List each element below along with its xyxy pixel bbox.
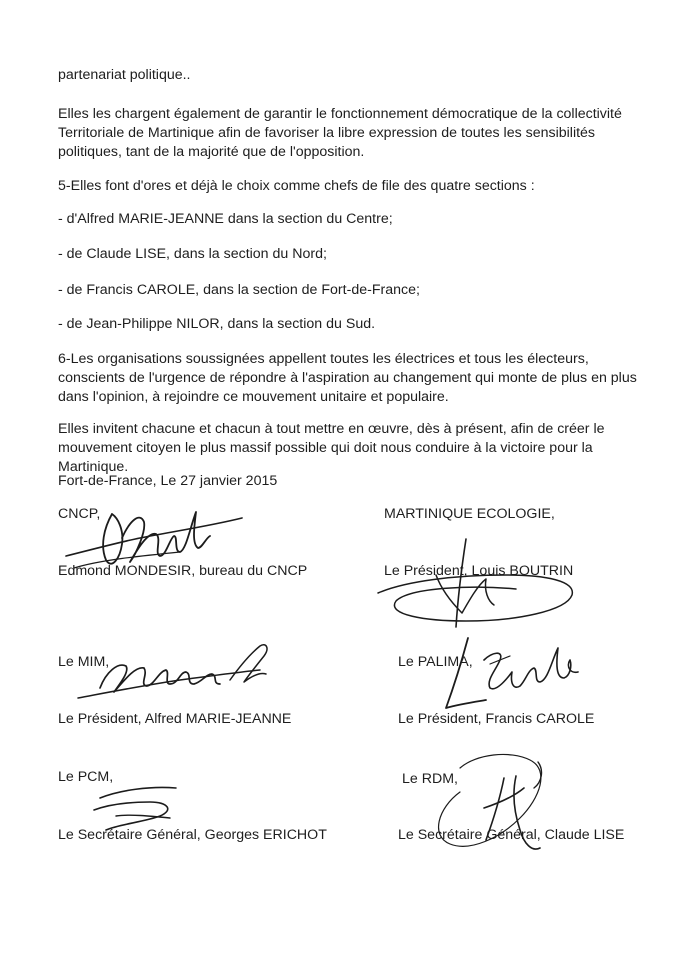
org-cncp: CNCP,	[58, 506, 101, 522]
signer-mim: Le Président, Alfred MARIE-JEANNE	[58, 711, 292, 727]
signer-cncp: Edmond MONDESIR, bureau du CNCP	[58, 563, 308, 579]
org-martinique-ecologie: MARTINIQUE ECOLOGIE,	[384, 506, 555, 522]
signer-palima: Le Président, Francis CAROLE	[398, 711, 595, 727]
section-item-nord: - de Claude LISE, dans la section du Nord;	[58, 246, 327, 262]
paragraph-6: 6-Les organisations soussignées appellent toutes les électrices et tous les électeurs, conscients de l'urgence de répondre à l'aspiration au changement qui monte de plus en plus dans l'opinion, à rejoindre ce mouvement unitaire et populaire.	[58, 351, 637, 405]
section-item-fort-de-france: - de Francis CAROLE, dans la section de Fort-de-France;	[58, 282, 420, 298]
signature-boutrin	[366, 535, 596, 635]
paragraph-charge: Elles les chargent également de garantir le fonctionnement démocratique de la collectivité Territoriale de Martinique afin de favoriser la libre expression de toutes les sensibilités politiques, tant de la majorité que de l'opposition.	[58, 106, 622, 160]
signature-erichot	[80, 770, 200, 850]
org-rdm: Le RDM,	[402, 771, 458, 787]
section-item-sud: - de Jean-Philippe NILOR, dans la section du Sud.	[58, 316, 376, 332]
org-palima: Le PALIMA,	[398, 654, 473, 670]
date-line: Fort-de-France, Le 27 janvier 2015	[58, 473, 278, 489]
signature-lise	[420, 748, 590, 868]
signature-marie-jeanne	[70, 632, 280, 712]
line-partenariat: partenariat politique..	[58, 67, 191, 83]
org-mim: Le MIM,	[58, 654, 110, 670]
section-item-centre: - d'Alfred MARIE-JEANNE dans la section du Centre;	[58, 211, 393, 227]
signature-carole	[430, 630, 590, 730]
paragraph-invite: Elles invitent chacune et chacun à tout mettre en œuvre, dès à présent, afin de créer le mouvement citoyen le plus massif possible qui doit nous conduire à la victoire pour la Martinique.	[58, 421, 605, 475]
signer-martinique-ecologie: Le Président, Louis BOUTRIN	[384, 563, 574, 579]
signer-rdm: Le Secrétaire Général, Claude LISE	[398, 827, 625, 843]
signer-pcm: Le Secrétaire Général, Georges ERICHOT	[58, 827, 327, 843]
signature-mondesir	[60, 498, 250, 578]
org-pcm: Le PCM,	[58, 769, 114, 785]
paragraph-5: 5-Elles font d'ores et déjà le choix comme chefs de file des quatre sections :	[58, 178, 535, 194]
